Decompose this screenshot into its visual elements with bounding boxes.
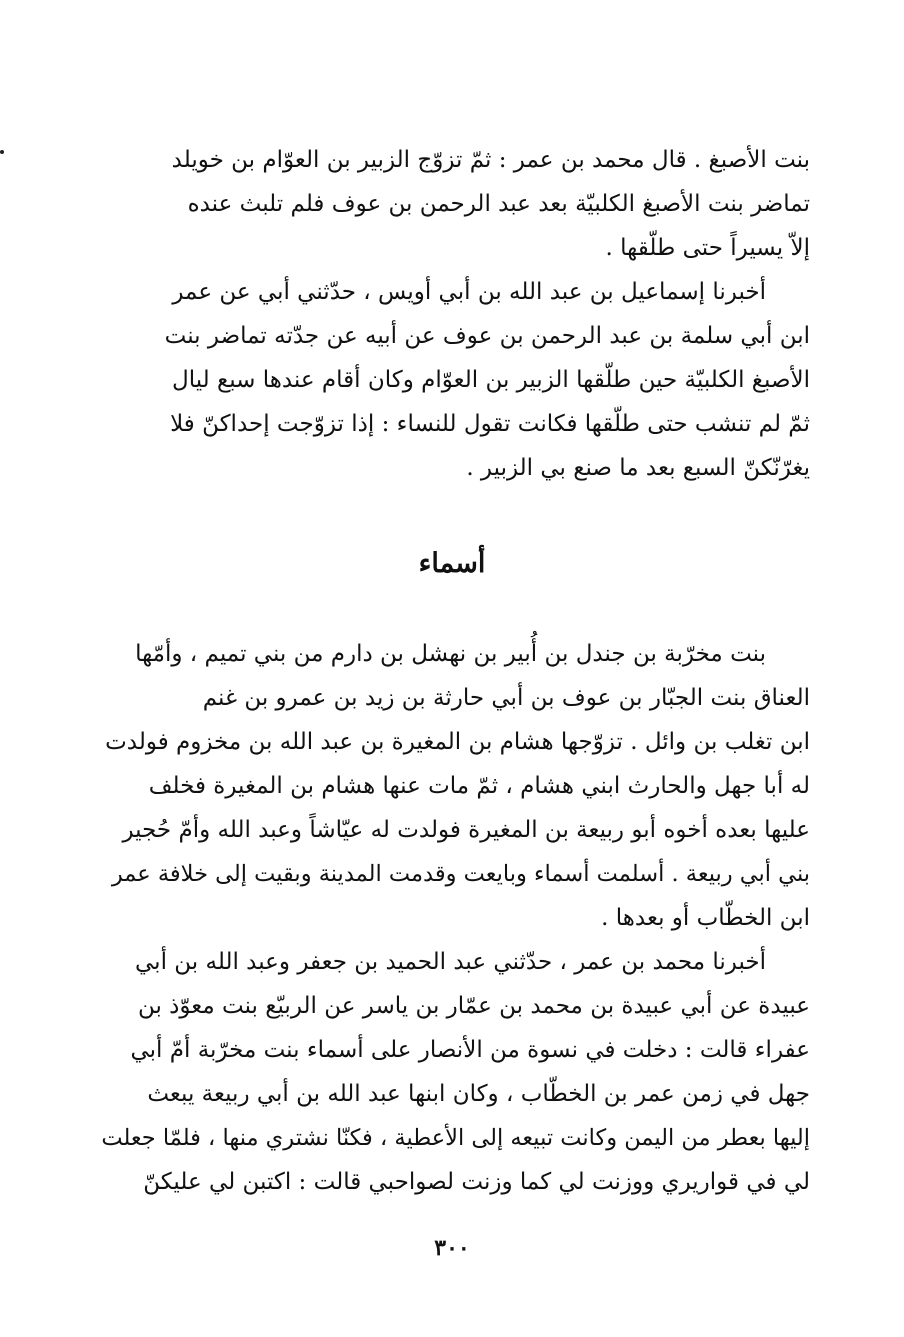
text-line: ابن الخطّاب أو بعدها . <box>601 905 810 931</box>
paragraph-asma-biography <box>100 632 810 940</box>
section-heading: أسماء <box>418 548 486 579</box>
paragraph-tumadir-narration <box>100 270 810 490</box>
text-line: له أبا جهل والحارث ابني هشام ، ثمّ مات عنها هشام بن المغيرة فخلف <box>148 773 810 799</box>
text-line: أخبرنا إسماعيل بن عبد الله بن أبي أويس ، حدّثني أبي عن عمر <box>172 279 766 305</box>
text-line: يغرّنّكنّ السبع بعد ما صنع بي الزبير . <box>466 455 810 481</box>
text-line: بنت مخرّبة بن جندل بن أُبير بن نهشل بن دارم من بني تميم ، وأمّها <box>135 641 766 667</box>
text-line: عبيدة عن أبي عبيدة بن محمد بن عمّار بن ياسر عن الربيّع بنت معوّذ بن <box>137 993 810 1019</box>
text-line: عليها بعده أخوه أبو ربيعة بن المغيرة فولدت له عيّاشاً وعبد الله وأمّ حُجير <box>122 817 810 843</box>
page-number: ٣٠٠ <box>434 1235 470 1261</box>
text-line: لي في قواريري ووزنت لي كما وزنت لصواحبي قالت : اكتبن لي عليكنّ <box>143 1169 810 1195</box>
margin-speck <box>0 150 4 154</box>
text-line: الأصبغ الكلبيّة حين طلّقها الزبير بن العوّام وكان أقام عندها سبع ليال <box>171 367 810 393</box>
text-line: بني أبي ربيعة . أسلمت أسماء وبايعت وقدمت المدينة وبقيت إلى خلافة عمر <box>111 861 810 887</box>
text-line: جهل في زمن عمر بن الخطّاب ، وكان ابنها عبد الله بن أبي ربيعة يبعث <box>147 1081 810 1107</box>
paragraph-tumadir-marriage <box>100 138 810 270</box>
text-line: العناق بنت الجبّار بن عوف بن أبي حارثة بن زيد بن عمرو بن غنم <box>202 685 810 711</box>
text-line: ثمّ لم تنشب حتى طلّقها فكانت تقول للنساء : إذا تزوّجت إحداكنّ فلا <box>170 411 810 437</box>
text-line: أخبرنا محمد بن عمر ، حدّثني عبد الحميد بن جعفر وعبد الله بن أبي <box>135 949 766 975</box>
text-line: إليها بعطر من اليمن وكانت تبيعه إلى الأعطية ، فكنّا نشتري منها ، فلمّا جعلت <box>101 1125 810 1151</box>
text-line: بنت الأصبغ . قال محمد بن عمر : ثمّ تزوّج الزبير بن العوّام بن خويلد <box>171 147 810 173</box>
paragraph-asma-narration <box>100 940 810 1204</box>
text-line: عفراء قالت : دخلت في نسوة من الأنصار على أسماء بنت مخرّبة أمّ أبي <box>130 1037 810 1063</box>
text-line: إلاّ يسيراً حتى طلّقها . <box>605 235 810 261</box>
text-line: ابن تغلب بن وائل . تزوّجها هشام بن المغيرة بن عبد الله بن مخزوم فولدت <box>105 729 810 755</box>
text-line: ابن أبي سلمة بن عبد الرحمن بن عوف عن أبيه عن جدّته تماضر بنت <box>164 323 810 349</box>
text-line: تماضر بنت الأصبغ الكلبيّة بعد عبد الرحمن بن عوف فلم تلبث عنده <box>187 191 810 217</box>
